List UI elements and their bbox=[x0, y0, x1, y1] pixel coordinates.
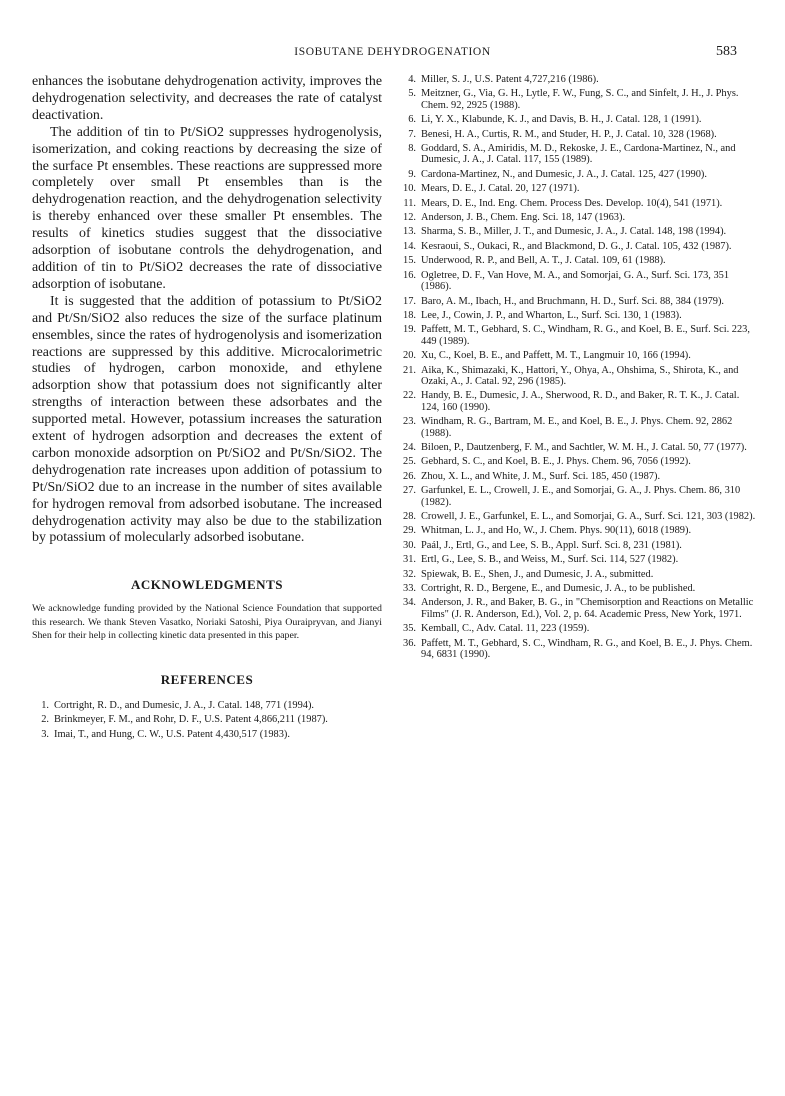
reference-item bbox=[400, 554, 760, 565]
reference-text: Cardona-Martinez, N., and Dumesic, J. A., J. Catal. 125, 427 (1990). bbox=[421, 168, 707, 180]
reference-number: 36. bbox=[403, 637, 416, 649]
reference-number: 31. bbox=[403, 554, 416, 566]
acknowledgments-heading: ACKNOWLEDGMENTS bbox=[131, 577, 283, 593]
reference-number: 33. bbox=[403, 583, 416, 595]
reference-text: Li, Y. X., Klabunde, K. J., and Davis, B. H., J. Catal. 128, 1 (1991). bbox=[421, 114, 702, 126]
reference-number: 5. bbox=[408, 88, 416, 100]
paragraph: It is suggested that the addition of potassium to Pt/SiO2 and Pt/Sn/SiO2 also reduces the size of the surface platinum ensembles, since the rates of hydrogenolysis and isomerization reactions are suppressed by this additive. Microcalorimetric studies of hydrogen, carbon monoxide, and ethylene adsorption show that potassium does not significantly alter strengths of interaction between these adsorbates and the supported metal. However, potassium increases the saturation extent of hydrogen adsorption and decreases the extent of carbon monoxide adsorption on Pt/SiO2 and Pt/Sn/SiO2. The dehydrogenation rate increases upon addition of potassium to Pt/Sn/SiO2 due to an increase in the number of sites available for hydrogen removal from adsorbed isobutane. The increased dehydrogenation activity may also be due to the stabilization by potassium of molecularly adsorbed isobutane. bbox=[32, 293, 382, 546]
reference-text: Crowell, J. E., Garfunkel, E. L., and Somorjai, G. A., Surf. Sci. 121, 303 (1982). bbox=[421, 511, 756, 522]
reference-item bbox=[400, 638, 760, 661]
reference-number: 3. bbox=[41, 728, 49, 740]
reference-number: 14. bbox=[403, 240, 416, 252]
reference-item bbox=[400, 569, 760, 580]
reference-item bbox=[400, 255, 760, 266]
reference-number: 8. bbox=[408, 143, 416, 155]
reference-text: Xu, C., Koel, B. E., and Paffett, M. T., Langmuir 10, 166 (1994). bbox=[421, 350, 691, 362]
reference-number: 4. bbox=[408, 74, 416, 85]
reference-number: 1. bbox=[41, 699, 49, 711]
reference-text: Anderson, J. B., Chem. Eng. Sci. 18, 147 (1963). bbox=[421, 212, 626, 224]
reference-text: Whitman, L. J., and Ho, W., J. Chem. Phys. 90(11), 6018 (1989). bbox=[421, 525, 692, 537]
reference-number: 24. bbox=[403, 441, 416, 453]
reference-item bbox=[32, 729, 382, 740]
reference-number: 20. bbox=[403, 350, 416, 362]
reference-item bbox=[400, 310, 760, 321]
reference-text: Biloen, P., Dautzenberg, F. M., and Sachtler, W. M. H., J. Catal. 50, 77 (1977). bbox=[421, 441, 747, 453]
reference-number: 11. bbox=[403, 197, 416, 209]
reference-text: Brinkmeyer, F. M., and Rohr, D. F., U.S. Patent 4,866,211 (1987). bbox=[54, 714, 328, 726]
reference-text: Gebhard, S. C., and Koel, B. E., J. Phys. Chem. 96, 7056 (1992). bbox=[421, 456, 691, 468]
references-heading: REFERENCES bbox=[160, 671, 254, 687]
reference-item bbox=[400, 241, 760, 252]
page-header bbox=[0, 44, 785, 64]
reference-text: Kesraoui, S., Oukaci, R., and Blackmond, D. G., J. Catal. 105, 432 (1987). bbox=[421, 240, 732, 252]
reference-number: 15. bbox=[403, 255, 416, 267]
reference-number: 23. bbox=[403, 416, 416, 428]
reference-number: 21. bbox=[403, 364, 416, 376]
reference-item bbox=[400, 456, 760, 467]
reference-list-right bbox=[400, 74, 760, 660]
reference-text: Paffett, M. T., Gebhard, S. C., Windham, R. G., and Koel, B. E., Surf. Sci. 223, 449 (1989). bbox=[421, 324, 750, 347]
reference-text: Paffett, M. T., Gebhard, S. C., Windham, R. G., and Koel, B. E., J. Phys. Chem. 94, 6831 (1990). bbox=[421, 637, 753, 661]
right-column bbox=[400, 74, 760, 663]
reference-item bbox=[32, 714, 382, 725]
reference-text: Meitzner, G., Via, G. H., Lytle, F. W., Fung, S. C., and Sinfelt, J. H., J. Phys. Chem. 92, 2925 (1988). bbox=[421, 88, 739, 111]
reference-number: 22. bbox=[403, 390, 416, 402]
reference-text: Zhou, X. L., and White, J. M., Surf. Sci. 185, 450 (1987). bbox=[421, 470, 661, 482]
reference-text: Benesi, H. A., Curtis, R. M., and Studer, H. P., J. Catal. 10, 328 (1968). bbox=[421, 128, 717, 140]
reference-number: 32. bbox=[403, 568, 416, 580]
reference-text: Spiewak, B. E., Shen, J., and Dumesic, J. A., submitted. bbox=[421, 568, 654, 580]
reference-text: Mears, D. E., Ind. Eng. Chem. Process Des. Develop. 10(4), 541 (1971). bbox=[421, 197, 723, 209]
reference-item bbox=[400, 129, 760, 140]
reference-text: Baro, A. M., Ibach, H., and Bruchmann, H. D., Surf. Sci. 88, 384 (1979). bbox=[421, 295, 725, 307]
reference-number: 19. bbox=[403, 324, 416, 336]
reference-item bbox=[400, 212, 760, 223]
reference-number: 25. bbox=[403, 456, 416, 468]
reference-number: 7. bbox=[408, 128, 416, 140]
reference-item bbox=[400, 143, 760, 166]
reference-item bbox=[400, 74, 760, 85]
reference-number: 6. bbox=[408, 114, 416, 126]
reference-item bbox=[400, 114, 760, 125]
reference-item bbox=[400, 88, 760, 111]
reference-text: Anderson, J. R., and Baker, B. G., in "Chemisorption and Reactions on Metallic Films" (J. R. Anderson, Ed.), Vol. 2, p. 64. Academic Press, New York, 1971. bbox=[421, 597, 754, 620]
reference-list-left bbox=[32, 700, 382, 740]
reference-item bbox=[400, 540, 760, 551]
reference-text: Cortright, R. D., and Dumesic, J. A., J. Catal. 148, 771 (1994). bbox=[54, 699, 315, 711]
reference-item bbox=[400, 169, 760, 180]
reference-item bbox=[400, 198, 760, 209]
reference-item bbox=[400, 525, 760, 536]
reference-number: 28. bbox=[403, 511, 416, 522]
reference-text: Imai, T., and Hung, C. W., U.S. Patent 4,430,517 (1983). bbox=[54, 728, 290, 740]
reference-number: 16. bbox=[403, 269, 416, 281]
reference-text: Miller, S. J., U.S. Patent 4,727,216 (1986). bbox=[421, 74, 599, 85]
reference-item bbox=[400, 365, 760, 388]
reference-item bbox=[400, 442, 760, 453]
reference-number: 17. bbox=[403, 295, 416, 307]
page-number: 583 bbox=[716, 44, 737, 59]
reference-item bbox=[400, 485, 760, 508]
reference-text: Garfunkel, E. L., Crowell, J. E., and Somorjai, G. A., J. Phys. Chem. 86, 310 (1982). bbox=[421, 485, 741, 508]
reference-item bbox=[400, 583, 760, 594]
paragraph: enhances the isobutane dehydrogenation activity, improves the dehydrogenation selectivity, and decreases the rate of catalyst deactivation. bbox=[32, 74, 382, 123]
reference-number: 10. bbox=[403, 183, 416, 195]
reference-text: Windham, R. G., Bartram, M. E., and Koel, B. E., J. Phys. Chem. 92, 2862 (1988). bbox=[421, 416, 733, 439]
reference-item bbox=[400, 471, 760, 482]
reference-number: 26. bbox=[403, 470, 416, 482]
reference-item bbox=[32, 700, 382, 711]
reference-item bbox=[400, 226, 760, 237]
reference-item bbox=[400, 597, 760, 620]
body-text bbox=[32, 74, 382, 547]
left-column bbox=[32, 74, 382, 743]
reference-text: Goddard, S. A., Amiridis, M. D., Rekoske, J. E., Cardona-Martinez, N., and Dumesic, J. A., J. Catal. 117, 155 (1989). bbox=[421, 143, 736, 166]
reference-text: Cortright, R. D., Bergene, E., and Dumesic, J. A., to be published. bbox=[421, 583, 696, 595]
reference-number: 9. bbox=[408, 168, 416, 180]
reference-number: 30. bbox=[403, 539, 416, 551]
reference-item bbox=[400, 324, 760, 347]
reference-item bbox=[400, 390, 760, 413]
reference-number: 13. bbox=[403, 226, 416, 238]
reference-number: 34. bbox=[403, 597, 416, 609]
reference-number: 12. bbox=[403, 212, 416, 224]
reference-text: Ertl, G., Lee, S. B., and Weiss, M., Surf. Sci. 114, 527 (1982). bbox=[421, 554, 679, 566]
paragraph: The addition of tin to Pt/SiO2 suppresses hydrogenolysis, isomerization, and coking reactions by decreasing the size of the surface Pt ensembles. These reactions are suppressed more completely over small Pt ensembles than is the dehydrogenation reaction, and the dehydrogenation selectivity is thereby enhanced over these smaller Pt ensembles. The results of kinetics studies suggest that the dissociative adsorption of isobutane controls the dehydrogenation, and addition of tin to Pt/SiO2 decreases the rate of dissociative adsorption of isobutane. bbox=[32, 124, 382, 292]
reference-number: 29. bbox=[403, 525, 416, 537]
reference-number: 18. bbox=[403, 309, 416, 321]
reference-item bbox=[400, 270, 760, 293]
reference-text: Lee, J., Cowin, J. P., and Wharton, L., Surf. Sci. 130, 1 (1983). bbox=[421, 309, 682, 321]
reference-item bbox=[400, 183, 760, 194]
reference-item bbox=[400, 350, 760, 361]
reference-number: 2. bbox=[41, 714, 49, 726]
reference-item bbox=[400, 511, 760, 522]
reference-number: 35. bbox=[403, 623, 416, 635]
reference-text: Mears, D. E., J. Catal. 20, 127 (1971). bbox=[421, 183, 580, 195]
reference-text: Kemball, C., Adv. Catal. 11, 223 (1959). bbox=[421, 623, 590, 635]
reference-text: Sharma, S. B., Miller, J. T., and Dumesic, J. A., J. Catal. 148, 198 (1994). bbox=[421, 226, 727, 238]
reference-number: 27. bbox=[403, 485, 416, 497]
reference-text: Underwood, R. P., and Bell, A. T., J. Catal. 109, 61 (1988). bbox=[421, 255, 666, 267]
reference-text: Handy, B. E., Dumesic, J. A., Sherwood, R. D., and Baker, R. T. K., J. Catal. 124, 160 (1990). bbox=[421, 390, 740, 413]
reference-item bbox=[400, 623, 760, 634]
running-title: ISOBUTANE DEHYDROGENATION bbox=[294, 46, 491, 58]
reference-text: Paál, J., Ertl, G., and Lee, S. B., Appl. Surf. Sci. 8, 231 (1981). bbox=[421, 539, 682, 551]
reference-text: Aika, K., Shimazaki, K., Hattori, Y., Ohya, A., Ohshima, S., Shirota, K., and Ozaki, A., J. Catal. 92, 296 (1985). bbox=[421, 364, 739, 387]
reference-item bbox=[400, 296, 760, 307]
reference-text: Ogletree, D. F., Van Hove, M. A., and Somorjai, G. A., Surf. Sci. 173, 351 (1986). bbox=[421, 269, 730, 293]
reference-item bbox=[400, 416, 760, 439]
acknowledgments-text: We acknowledge funding provided by the National Science Foundation that supported this research. We thank Steven Vasatko, Noriaki Satoshi, Piya Ouraipryvan, and Jianyi Shen for their help in collecting kinetic data presented in this paper. bbox=[32, 603, 382, 641]
